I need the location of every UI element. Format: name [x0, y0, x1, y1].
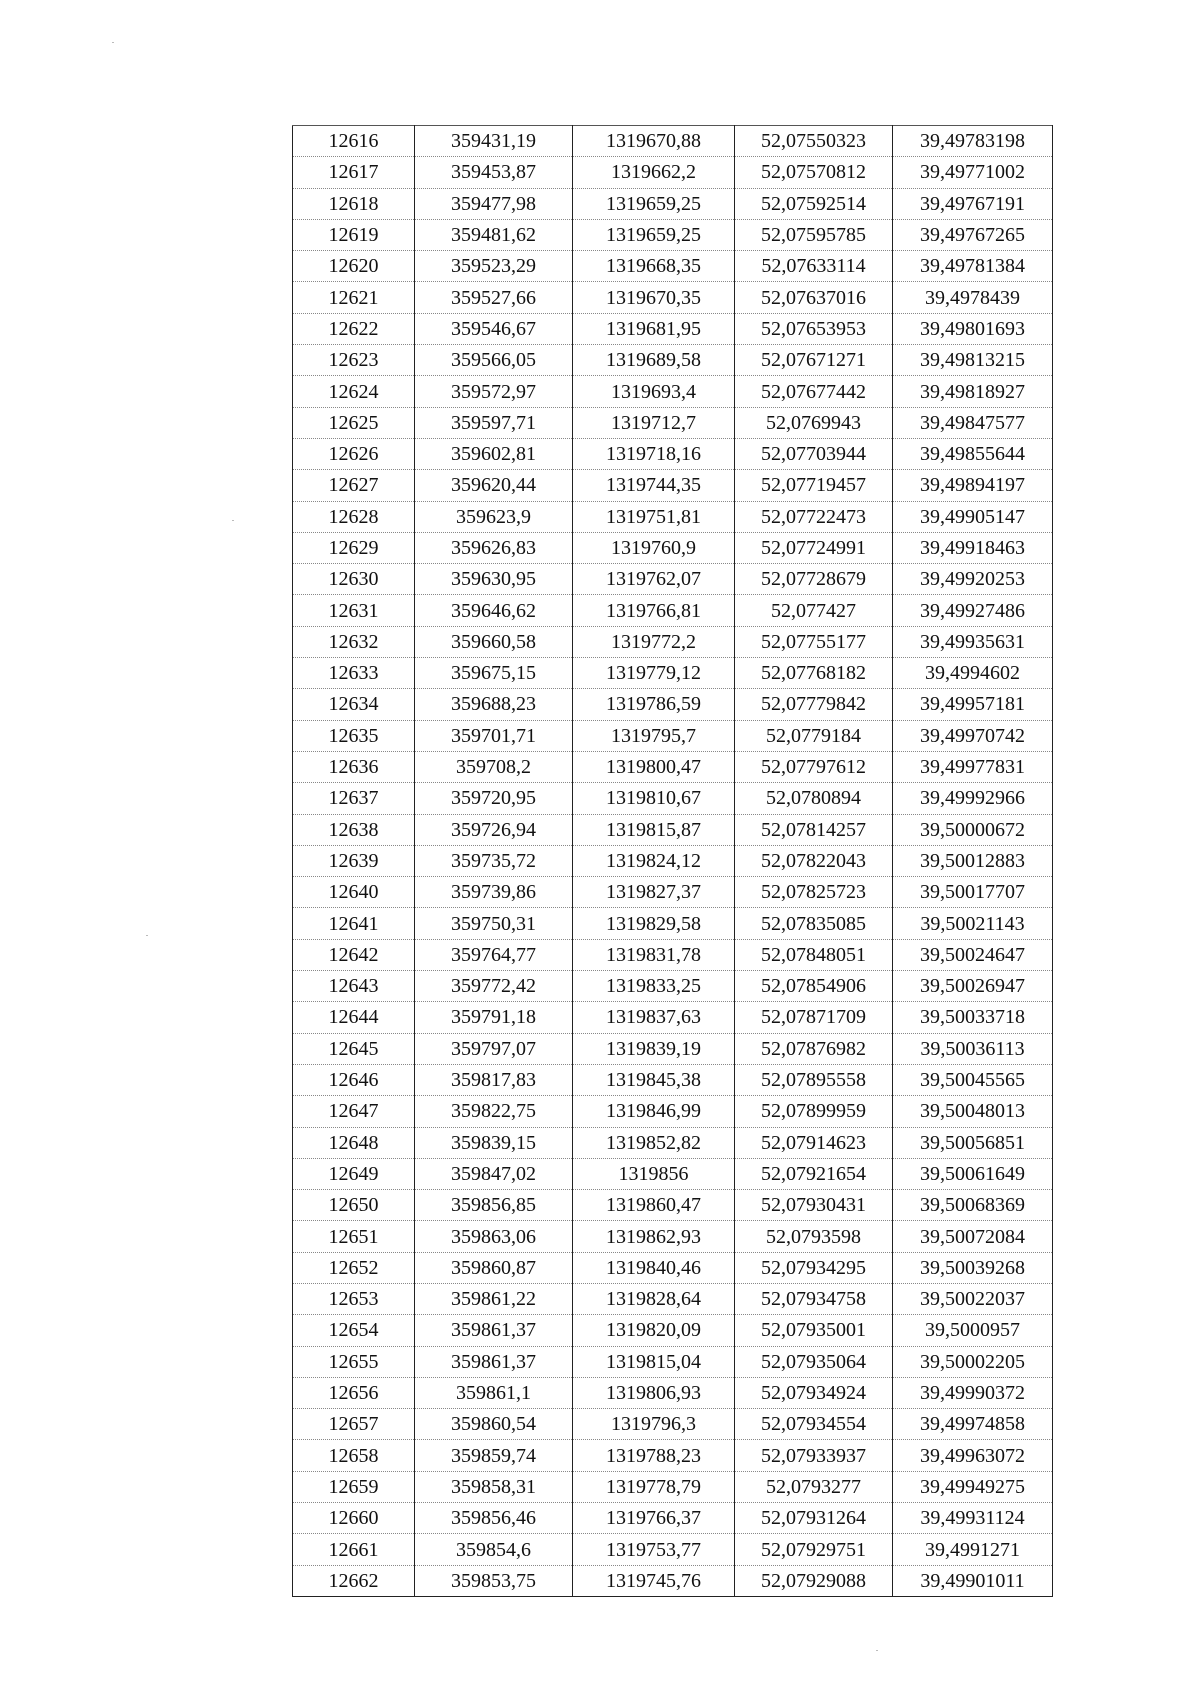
x-coordinate-cell: 359859,74: [415, 1440, 573, 1471]
point-number-cell: 12616: [293, 126, 415, 157]
x-coordinate-cell: 359861,1: [415, 1377, 573, 1408]
point-number-cell: 12639: [293, 845, 415, 876]
y-coordinate-cell: 1319745,76: [573, 1565, 735, 1596]
latitude-cell: 52,07797612: [735, 751, 893, 782]
point-number-cell: 12619: [293, 219, 415, 250]
x-coordinate-cell: 359701,71: [415, 720, 573, 751]
longitude-cell: 39,49957181: [893, 689, 1053, 720]
latitude-cell: 52,07779842: [735, 689, 893, 720]
table-row: [293, 1409, 1053, 1440]
latitude-cell: 52,07677442: [735, 376, 893, 407]
x-coordinate-cell: 359646,62: [415, 595, 573, 626]
y-coordinate-cell: 1319670,88: [573, 126, 735, 157]
latitude-cell: 52,0793598: [735, 1221, 893, 1252]
y-coordinate-cell: 1319833,25: [573, 971, 735, 1002]
latitude-cell: 52,07755177: [735, 626, 893, 657]
x-coordinate-cell: 359853,75: [415, 1565, 573, 1596]
point-number-cell: 12624: [293, 376, 415, 407]
y-coordinate-cell: 1319831,78: [573, 939, 735, 970]
x-coordinate-cell: 359726,94: [415, 814, 573, 845]
table-row: [293, 282, 1053, 313]
y-coordinate-cell: 1319810,67: [573, 783, 735, 814]
x-coordinate-cell: 359481,62: [415, 219, 573, 250]
longitude-cell: 39,4978439: [893, 282, 1053, 313]
longitude-cell: 39,49847577: [893, 407, 1053, 438]
y-coordinate-cell: 1319762,07: [573, 564, 735, 595]
x-coordinate-cell: 359856,85: [415, 1190, 573, 1221]
longitude-cell: 39,49918463: [893, 532, 1053, 563]
latitude-cell: 52,077427: [735, 595, 893, 626]
longitude-cell: 39,49894197: [893, 470, 1053, 501]
x-coordinate-cell: 359602,81: [415, 438, 573, 469]
table-row: [293, 658, 1053, 689]
y-coordinate-cell: 1319860,47: [573, 1190, 735, 1221]
point-number-cell: 12643: [293, 971, 415, 1002]
longitude-cell: 39,49771002: [893, 157, 1053, 188]
longitude-cell: 39,5000957: [893, 1315, 1053, 1346]
x-coordinate-cell: 359861,37: [415, 1346, 573, 1377]
x-coordinate-cell: 359453,87: [415, 157, 573, 188]
point-number-cell: 12617: [293, 157, 415, 188]
longitude-cell: 39,49992966: [893, 783, 1053, 814]
table-row: [293, 1503, 1053, 1534]
table-row: [293, 1346, 1053, 1377]
table-row: [293, 470, 1053, 501]
latitude-cell: 52,07671271: [735, 345, 893, 376]
x-coordinate-cell: 359861,37: [415, 1315, 573, 1346]
point-number-cell: 12661: [293, 1534, 415, 1565]
x-coordinate-cell: 359861,22: [415, 1283, 573, 1314]
y-coordinate-cell: 1319846,99: [573, 1096, 735, 1127]
x-coordinate-cell: 359546,67: [415, 313, 573, 344]
y-coordinate-cell: 1319753,77: [573, 1534, 735, 1565]
latitude-cell: 52,07931264: [735, 1503, 893, 1534]
y-coordinate-cell: 1319751,81: [573, 501, 735, 532]
x-coordinate-cell: 359863,06: [415, 1221, 573, 1252]
latitude-cell: 52,07895558: [735, 1064, 893, 1095]
longitude-cell: 39,49974858: [893, 1409, 1053, 1440]
y-coordinate-cell: 1319862,93: [573, 1221, 735, 1252]
point-number-cell: 12644: [293, 1002, 415, 1033]
x-coordinate-cell: 359750,31: [415, 908, 573, 939]
table-row: [293, 1002, 1053, 1033]
longitude-cell: 39,50024647: [893, 939, 1053, 970]
x-coordinate-cell: 359527,66: [415, 282, 573, 313]
x-coordinate-cell: 359623,9: [415, 501, 573, 532]
latitude-cell: 52,07934554: [735, 1409, 893, 1440]
latitude-cell: 52,07934924: [735, 1377, 893, 1408]
longitude-cell: 39,50022037: [893, 1283, 1053, 1314]
table-row: [293, 407, 1053, 438]
scan-speck: [232, 520, 234, 521]
x-coordinate-cell: 359477,98: [415, 188, 573, 219]
latitude-cell: 52,07848051: [735, 939, 893, 970]
table-row: [293, 1096, 1053, 1127]
latitude-cell: 52,07876982: [735, 1033, 893, 1064]
x-coordinate-cell: 359772,42: [415, 971, 573, 1002]
point-number-cell: 12632: [293, 626, 415, 657]
table-row: [293, 1315, 1053, 1346]
longitude-cell: 39,50056851: [893, 1127, 1053, 1158]
table-row: [293, 1377, 1053, 1408]
latitude-cell: 52,07653953: [735, 313, 893, 344]
table-row: [293, 814, 1053, 845]
longitude-cell: 39,49990372: [893, 1377, 1053, 1408]
y-coordinate-cell: 1319829,58: [573, 908, 735, 939]
table-row: [293, 971, 1053, 1002]
latitude-cell: 52,07814257: [735, 814, 893, 845]
coordinates-table-body: [293, 126, 1053, 1597]
longitude-cell: 39,49927486: [893, 595, 1053, 626]
longitude-cell: 39,49767191: [893, 188, 1053, 219]
table-row: [293, 908, 1053, 939]
y-coordinate-cell: 1319820,09: [573, 1315, 735, 1346]
y-coordinate-cell: 1319806,93: [573, 1377, 735, 1408]
y-coordinate-cell: 1319693,4: [573, 376, 735, 407]
coordinates-table: [292, 125, 1053, 1597]
table-row: [293, 783, 1053, 814]
point-number-cell: 12654: [293, 1315, 415, 1346]
point-number-cell: 12647: [293, 1096, 415, 1127]
y-coordinate-cell: 1319744,35: [573, 470, 735, 501]
table-row: [293, 1471, 1053, 1502]
latitude-cell: 52,07854906: [735, 971, 893, 1002]
point-number-cell: 12635: [293, 720, 415, 751]
latitude-cell: 52,07933937: [735, 1440, 893, 1471]
point-number-cell: 12625: [293, 407, 415, 438]
x-coordinate-cell: 359797,07: [415, 1033, 573, 1064]
table-row: [293, 751, 1053, 782]
x-coordinate-cell: 359566,05: [415, 345, 573, 376]
y-coordinate-cell: 1319815,04: [573, 1346, 735, 1377]
y-coordinate-cell: 1319689,58: [573, 345, 735, 376]
x-coordinate-cell: 359688,23: [415, 689, 573, 720]
point-number-cell: 12651: [293, 1221, 415, 1252]
table-row: [293, 251, 1053, 282]
x-coordinate-cell: 359572,97: [415, 376, 573, 407]
table-row: [293, 845, 1053, 876]
x-coordinate-cell: 359856,46: [415, 1503, 573, 1534]
y-coordinate-cell: 1319837,63: [573, 1002, 735, 1033]
x-coordinate-cell: 359660,58: [415, 626, 573, 657]
longitude-cell: 39,50072084: [893, 1221, 1053, 1252]
table-row: [293, 1158, 1053, 1189]
point-number-cell: 12659: [293, 1471, 415, 1502]
x-coordinate-cell: 359626,83: [415, 532, 573, 563]
table-row: [293, 877, 1053, 908]
y-coordinate-cell: 1319828,64: [573, 1283, 735, 1314]
longitude-cell: 39,49855644: [893, 438, 1053, 469]
x-coordinate-cell: 359791,18: [415, 1002, 573, 1033]
latitude-cell: 52,07835085: [735, 908, 893, 939]
table-row: [293, 188, 1053, 219]
y-coordinate-cell: 1319662,2: [573, 157, 735, 188]
longitude-cell: 39,50002205: [893, 1346, 1053, 1377]
latitude-cell: 52,07722473: [735, 501, 893, 532]
latitude-cell: 52,07825723: [735, 877, 893, 908]
latitude-cell: 52,07935001: [735, 1315, 893, 1346]
latitude-cell: 52,07633114: [735, 251, 893, 282]
longitude-cell: 39,49977831: [893, 751, 1053, 782]
latitude-cell: 52,07768182: [735, 658, 893, 689]
table-row: [293, 532, 1053, 563]
point-number-cell: 12642: [293, 939, 415, 970]
table-row: [293, 1440, 1053, 1471]
point-number-cell: 12618: [293, 188, 415, 219]
table-row: [293, 157, 1053, 188]
longitude-cell: 39,50036113: [893, 1033, 1053, 1064]
latitude-cell: 52,07929088: [735, 1565, 893, 1596]
y-coordinate-cell: 1319839,19: [573, 1033, 735, 1064]
x-coordinate-cell: 359817,83: [415, 1064, 573, 1095]
point-number-cell: 12655: [293, 1346, 415, 1377]
longitude-cell: 39,49970742: [893, 720, 1053, 751]
latitude-cell: 52,07728679: [735, 564, 893, 595]
table-row: [293, 1033, 1053, 1064]
table-row: [293, 313, 1053, 344]
latitude-cell: 52,0780894: [735, 783, 893, 814]
latitude-cell: 52,07550323: [735, 126, 893, 157]
scan-speck: [112, 42, 114, 43]
point-number-cell: 12626: [293, 438, 415, 469]
point-number-cell: 12634: [293, 689, 415, 720]
latitude-cell: 52,07899959: [735, 1096, 893, 1127]
point-number-cell: 12652: [293, 1252, 415, 1283]
latitude-cell: 52,0769943: [735, 407, 893, 438]
latitude-cell: 52,07719457: [735, 470, 893, 501]
longitude-cell: 39,49767265: [893, 219, 1053, 250]
scan-speck: [876, 1650, 878, 1651]
longitude-cell: 39,50021143: [893, 908, 1053, 939]
longitude-cell: 39,50026947: [893, 971, 1053, 1002]
table-row: [293, 126, 1053, 157]
point-number-cell: 12623: [293, 345, 415, 376]
y-coordinate-cell: 1319668,35: [573, 251, 735, 282]
table-row: [293, 1534, 1053, 1565]
x-coordinate-cell: 359630,95: [415, 564, 573, 595]
table-row: [293, 720, 1053, 751]
longitude-cell: 39,49818927: [893, 376, 1053, 407]
y-coordinate-cell: 1319766,37: [573, 1503, 735, 1534]
table-row: [293, 376, 1053, 407]
point-number-cell: 12631: [293, 595, 415, 626]
latitude-cell: 52,07724991: [735, 532, 893, 563]
point-number-cell: 12650: [293, 1190, 415, 1221]
point-number-cell: 12653: [293, 1283, 415, 1314]
longitude-cell: 39,50033718: [893, 1002, 1053, 1033]
latitude-cell: 52,07703944: [735, 438, 893, 469]
x-coordinate-cell: 359620,44: [415, 470, 573, 501]
x-coordinate-cell: 359597,71: [415, 407, 573, 438]
point-number-cell: 12638: [293, 814, 415, 845]
y-coordinate-cell: 1319845,38: [573, 1064, 735, 1095]
x-coordinate-cell: 359764,77: [415, 939, 573, 970]
latitude-cell: 52,07822043: [735, 845, 893, 876]
point-number-cell: 12658: [293, 1440, 415, 1471]
latitude-cell: 52,0793277: [735, 1471, 893, 1502]
x-coordinate-cell: 359858,31: [415, 1471, 573, 1502]
table-row: [293, 564, 1053, 595]
y-coordinate-cell: 1319772,2: [573, 626, 735, 657]
y-coordinate-cell: 1319760,9: [573, 532, 735, 563]
latitude-cell: 52,07934758: [735, 1283, 893, 1314]
point-number-cell: 12645: [293, 1033, 415, 1064]
table-row: [293, 345, 1053, 376]
table-row: [293, 1064, 1053, 1095]
y-coordinate-cell: 1319779,12: [573, 658, 735, 689]
longitude-cell: 39,49801693: [893, 313, 1053, 344]
y-coordinate-cell: 1319788,23: [573, 1440, 735, 1471]
y-coordinate-cell: 1319800,47: [573, 751, 735, 782]
x-coordinate-cell: 359523,29: [415, 251, 573, 282]
y-coordinate-cell: 1319766,81: [573, 595, 735, 626]
y-coordinate-cell: 1319670,35: [573, 282, 735, 313]
point-number-cell: 12636: [293, 751, 415, 782]
longitude-cell: 39,49931124: [893, 1503, 1053, 1534]
y-coordinate-cell: 1319827,37: [573, 877, 735, 908]
table-row: [293, 1127, 1053, 1158]
longitude-cell: 39,4991271: [893, 1534, 1053, 1565]
y-coordinate-cell: 1319718,16: [573, 438, 735, 469]
table-row: [293, 501, 1053, 532]
longitude-cell: 39,49920253: [893, 564, 1053, 595]
table-row: [293, 626, 1053, 657]
point-number-cell: 12621: [293, 282, 415, 313]
x-coordinate-cell: 359839,15: [415, 1127, 573, 1158]
y-coordinate-cell: 1319824,12: [573, 845, 735, 876]
point-number-cell: 12657: [293, 1409, 415, 1440]
x-coordinate-cell: 359847,02: [415, 1158, 573, 1189]
y-coordinate-cell: 1319778,79: [573, 1471, 735, 1502]
point-number-cell: 12660: [293, 1503, 415, 1534]
latitude-cell: 52,07570812: [735, 157, 893, 188]
point-number-cell: 12656: [293, 1377, 415, 1408]
x-coordinate-cell: 359822,75: [415, 1096, 573, 1127]
longitude-cell: 39,50048013: [893, 1096, 1053, 1127]
longitude-cell: 39,49905147: [893, 501, 1053, 532]
point-number-cell: 12662: [293, 1565, 415, 1596]
point-number-cell: 12649: [293, 1158, 415, 1189]
y-coordinate-cell: 1319852,82: [573, 1127, 735, 1158]
point-number-cell: 12629: [293, 532, 415, 563]
x-coordinate-cell: 359739,86: [415, 877, 573, 908]
longitude-cell: 39,49783198: [893, 126, 1053, 157]
x-coordinate-cell: 359854,6: [415, 1534, 573, 1565]
y-coordinate-cell: 1319840,46: [573, 1252, 735, 1283]
y-coordinate-cell: 1319659,25: [573, 219, 735, 250]
x-coordinate-cell: 359720,95: [415, 783, 573, 814]
longitude-cell: 39,50000672: [893, 814, 1053, 845]
latitude-cell: 52,07871709: [735, 1002, 893, 1033]
longitude-cell: 39,4994602: [893, 658, 1053, 689]
y-coordinate-cell: 1319815,87: [573, 814, 735, 845]
latitude-cell: 52,07934295: [735, 1252, 893, 1283]
table-row: [293, 1283, 1053, 1314]
table-row: [293, 939, 1053, 970]
longitude-cell: 39,49813215: [893, 345, 1053, 376]
x-coordinate-cell: 359708,2: [415, 751, 573, 782]
table-row: [293, 1252, 1053, 1283]
x-coordinate-cell: 359735,72: [415, 845, 573, 876]
latitude-cell: 52,0779184: [735, 720, 893, 751]
point-number-cell: 12627: [293, 470, 415, 501]
point-number-cell: 12620: [293, 251, 415, 282]
scan-speck: [146, 935, 148, 936]
x-coordinate-cell: 359431,19: [415, 126, 573, 157]
longitude-cell: 39,50061649: [893, 1158, 1053, 1189]
longitude-cell: 39,50012883: [893, 845, 1053, 876]
table-row: [293, 689, 1053, 720]
x-coordinate-cell: 359675,15: [415, 658, 573, 689]
table-row: [293, 1565, 1053, 1596]
point-number-cell: 12648: [293, 1127, 415, 1158]
longitude-cell: 39,50068369: [893, 1190, 1053, 1221]
point-number-cell: 12646: [293, 1064, 415, 1095]
latitude-cell: 52,07929751: [735, 1534, 893, 1565]
longitude-cell: 39,49935631: [893, 626, 1053, 657]
y-coordinate-cell: 1319856: [573, 1158, 735, 1189]
point-number-cell: 12640: [293, 877, 415, 908]
y-coordinate-cell: 1319795,7: [573, 720, 735, 751]
latitude-cell: 52,07930431: [735, 1190, 893, 1221]
y-coordinate-cell: 1319796,3: [573, 1409, 735, 1440]
latitude-cell: 52,07637016: [735, 282, 893, 313]
latitude-cell: 52,07914623: [735, 1127, 893, 1158]
longitude-cell: 39,49901011: [893, 1565, 1053, 1596]
longitude-cell: 39,49949275: [893, 1471, 1053, 1502]
y-coordinate-cell: 1319681,95: [573, 313, 735, 344]
point-number-cell: 12622: [293, 313, 415, 344]
y-coordinate-cell: 1319712,7: [573, 407, 735, 438]
longitude-cell: 39,49781384: [893, 251, 1053, 282]
latitude-cell: 52,07592514: [735, 188, 893, 219]
point-number-cell: 12630: [293, 564, 415, 595]
y-coordinate-cell: 1319786,59: [573, 689, 735, 720]
x-coordinate-cell: 359860,54: [415, 1409, 573, 1440]
point-number-cell: 12637: [293, 783, 415, 814]
table-row: [293, 438, 1053, 469]
x-coordinate-cell: 359860,87: [415, 1252, 573, 1283]
latitude-cell: 52,07921654: [735, 1158, 893, 1189]
table-row: [293, 595, 1053, 626]
latitude-cell: 52,07935064: [735, 1346, 893, 1377]
point-number-cell: 12633: [293, 658, 415, 689]
table-row: [293, 1190, 1053, 1221]
longitude-cell: 39,50017707: [893, 877, 1053, 908]
longitude-cell: 39,50045565: [893, 1064, 1053, 1095]
table-row: [293, 1221, 1053, 1252]
latitude-cell: 52,07595785: [735, 219, 893, 250]
point-number-cell: 12628: [293, 501, 415, 532]
longitude-cell: 39,49963072: [893, 1440, 1053, 1471]
longitude-cell: 39,50039268: [893, 1252, 1053, 1283]
table-row: [293, 219, 1053, 250]
y-coordinate-cell: 1319659,25: [573, 188, 735, 219]
point-number-cell: 12641: [293, 908, 415, 939]
